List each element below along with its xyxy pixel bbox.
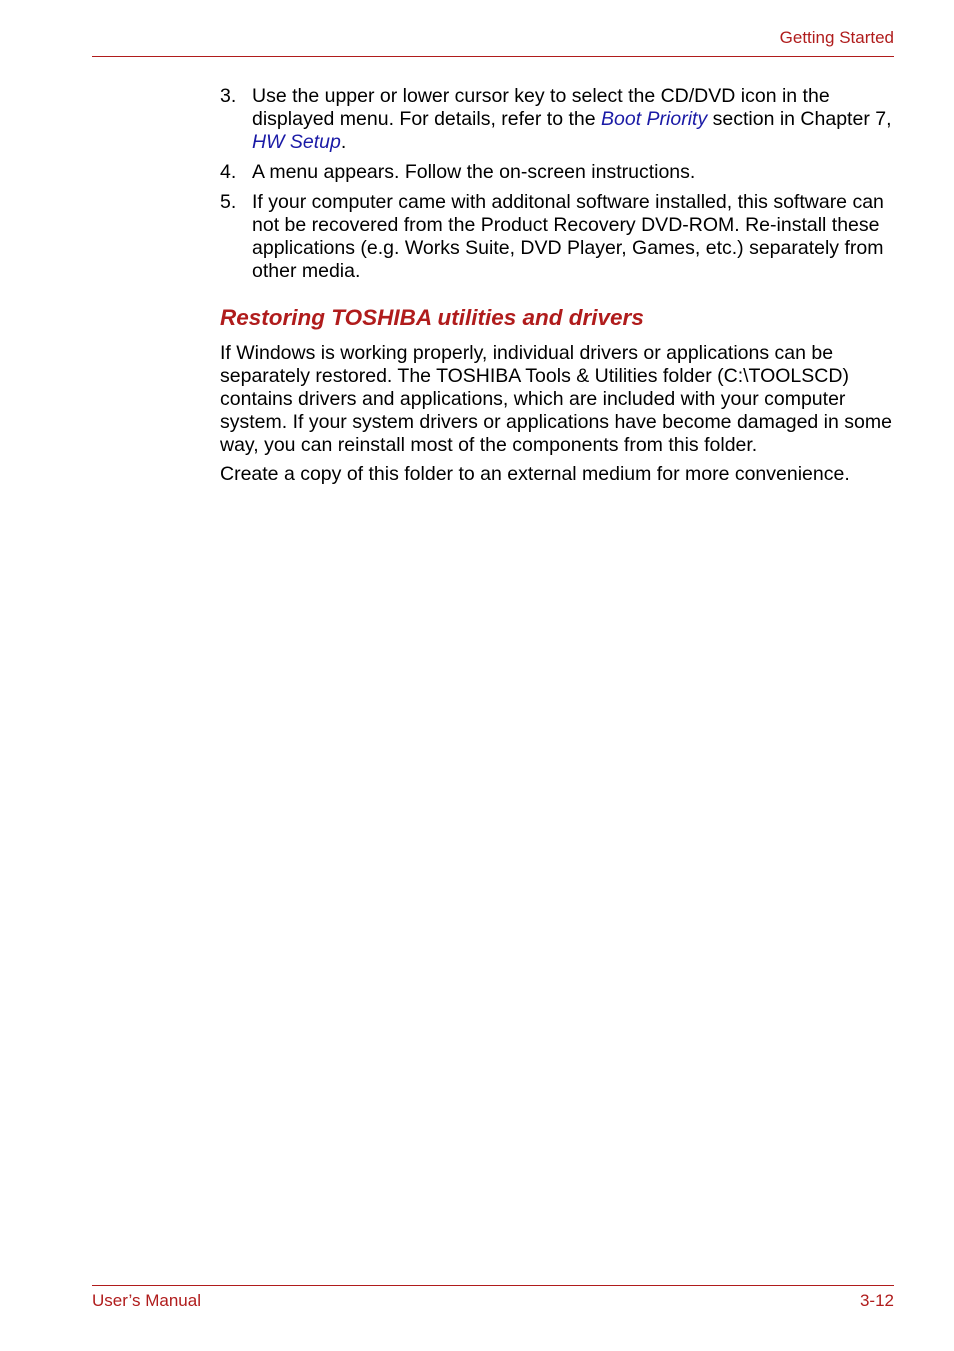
list-item bbox=[220, 161, 898, 184]
page-content bbox=[220, 85, 898, 492]
footer-rule bbox=[92, 1285, 894, 1286]
step-number: 3. bbox=[220, 85, 237, 107]
list-item bbox=[220, 191, 898, 283]
paragraph: If Windows is working properly, individual drivers or applications can be separately restored. The TOSHIBA Tools & Utilities folder (C:\TOOLSCD) contains drivers and applications, which are included with your computer system. If your system drivers or applications have become damaged in some way, you can reinstall most of the components from this folder. bbox=[220, 342, 892, 456]
step-number: 4. bbox=[220, 161, 237, 183]
header-rule bbox=[92, 56, 894, 57]
manual-title: User’s Manual bbox=[92, 1291, 201, 1310]
page-number: 3-12 bbox=[859, 1291, 894, 1310]
list-item bbox=[220, 85, 898, 154]
running-header: Getting Started bbox=[779, 28, 894, 47]
boot-priority-link[interactable]: Boot Priority bbox=[601, 108, 708, 130]
paragraph: Create a copy of this folder to an external medium for more convenience. bbox=[220, 463, 850, 485]
step-number: 5. bbox=[220, 191, 237, 213]
step-text: A menu appears. Follow the on-screen instructions. bbox=[252, 161, 696, 183]
steps-list bbox=[220, 85, 898, 283]
step-text: Use the upper or lower cursor key to select the CD/DVD icon in the displayed menu. For details, refer to the Boot Priority section in Chapter 7, HW Setup. bbox=[252, 85, 892, 153]
hw-setup-link[interactable]: HW Setup bbox=[252, 131, 341, 153]
step-text: If your computer came with additonal software installed, this software can not be recovered from the Product Recovery DVD-ROM. Re-install these applications (e.g. Works Suite, DVD Player, Games, etc.) separately from other media. bbox=[252, 191, 884, 282]
section-heading: Restoring TOSHIBA utilities and drivers bbox=[220, 305, 644, 330]
